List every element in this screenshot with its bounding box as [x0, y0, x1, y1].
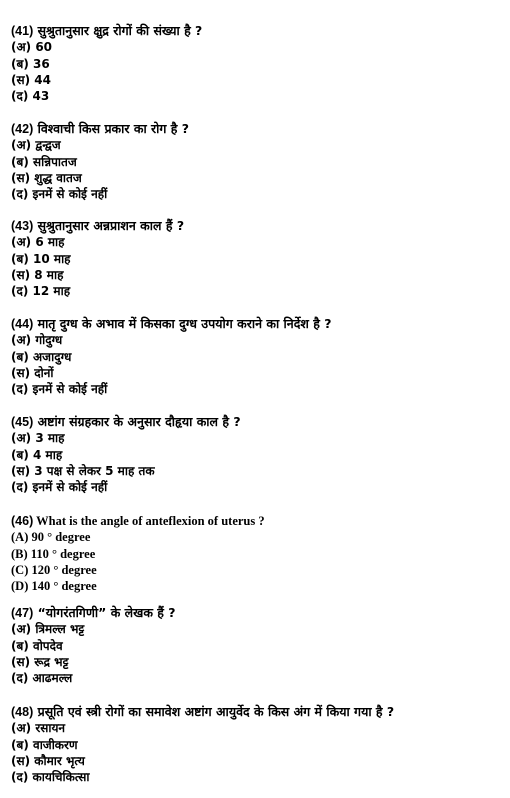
option-line [11, 39, 501, 55]
option-line [11, 578, 501, 594]
option-label: (स) [11, 72, 31, 87]
option-text: 3 पक्ष से लेकर 5 माह तक [34, 463, 155, 478]
option-text: 140 ° degree [31, 579, 97, 594]
option-label: (ब) [11, 737, 29, 752]
option-line [11, 365, 501, 381]
option-text: 110 ° degree [30, 546, 96, 561]
option-label: (ब) [11, 638, 29, 653]
option-line [11, 251, 501, 267]
option-line [11, 769, 501, 785]
option-line [11, 638, 501, 654]
option-text: 12 माह [32, 284, 71, 299]
option-label: (अ) [11, 235, 32, 250]
question-block [11, 23, 501, 104]
option-line [11, 267, 501, 283]
option-line [11, 654, 501, 670]
option-label: (द) [11, 187, 29, 202]
option-label: (अ) [11, 40, 32, 55]
question-number: (43) [11, 219, 34, 233]
option-text: द्वन्द्वज [35, 138, 61, 153]
option-line [11, 56, 501, 72]
option-text: कायचिकित्सा [32, 770, 90, 785]
question-text: सुश्रुतानुसार अन्नप्राशन काल हैं ? [37, 218, 185, 233]
option-line [11, 529, 501, 545]
question-block [11, 414, 501, 495]
question-block [11, 704, 501, 785]
option-line [11, 381, 501, 397]
question-number: (41) [11, 24, 34, 38]
option-label: (अ) [11, 333, 32, 348]
option-text: अजादुग्ध [33, 349, 72, 364]
option-line [11, 283, 501, 299]
option-label: (स) [11, 753, 31, 768]
question-block [11, 121, 501, 202]
question-text: विश्वाची किस प्रकार का रोग है ? [37, 121, 190, 136]
question-number: (48) [11, 705, 34, 719]
option-text: 10 माह [33, 251, 71, 266]
option-line [11, 737, 501, 753]
question-block [11, 218, 501, 299]
option-label: (द) [11, 382, 29, 397]
option-text: इनमें से कोई नहीं [32, 382, 108, 397]
question-block [11, 316, 501, 397]
option-label: (ब) [11, 56, 29, 71]
option-text: 8 माह [34, 267, 64, 282]
question-text: सुश्रुतानुसार क्षुद्र रोगों की संख्या है ? [37, 23, 203, 38]
option-text: इनमें से कोई नहीं [32, 480, 108, 495]
question-text: मातृ दुग्ध के अभाव में किसका दुग्ध उपयोग कराने का निर्देश है ? [37, 316, 332, 331]
question-line [11, 121, 501, 137]
question-number: (45) [11, 415, 34, 429]
option-label: (अ) [11, 138, 32, 153]
question-number: (44) [11, 317, 34, 331]
option-text: 4 माह [33, 447, 63, 462]
option-label: (द) [11, 284, 29, 299]
option-label: (ब) [11, 349, 29, 364]
option-line [11, 447, 501, 463]
option-line [11, 137, 501, 153]
option-line [11, 562, 501, 578]
option-text: रसायन [35, 721, 66, 736]
question-text: What is the angle of anteflexion of uterus ? [36, 514, 265, 528]
option-label: (स) [11, 170, 31, 185]
question-line [11, 316, 501, 332]
option-text: 43 [32, 89, 50, 104]
question-number: (46) [11, 514, 34, 528]
option-label: (ब) [11, 251, 29, 266]
question-text: “योगरंतगिणी” के लेखक हैं ? [37, 605, 176, 620]
option-line [11, 349, 501, 365]
option-label: (स) [11, 267, 31, 282]
option-label: (D) [11, 579, 29, 594]
option-line [11, 463, 501, 479]
option-line [11, 234, 501, 250]
option-line [11, 72, 501, 88]
option-line [11, 186, 501, 202]
option-label: (अ) [11, 431, 32, 446]
option-label: (A) [11, 530, 29, 545]
option-text: कौमार भृत्य [34, 753, 85, 768]
question-text: प्रसूति एवं स्त्री रोगों का समावेश अष्टांग आयुर्वेद के किस अंग में किया गया है ? [37, 704, 395, 719]
option-text: 90 ° degree [31, 530, 91, 545]
option-text: वोपदेव [33, 638, 63, 653]
option-line [11, 430, 501, 446]
option-line [11, 720, 501, 736]
option-text: शुद्ध वातज [34, 170, 82, 185]
option-label: (द) [11, 480, 29, 495]
option-text: दोनों [34, 365, 54, 380]
question-line [11, 704, 501, 720]
question-block [11, 513, 501, 594]
option-line [11, 332, 501, 348]
option-line [11, 670, 501, 686]
option-label: (स) [11, 654, 31, 669]
option-line [11, 546, 501, 562]
option-text: 3 माह [35, 431, 65, 446]
option-text: 60 [35, 40, 53, 55]
option-line [11, 753, 501, 769]
option-line [11, 88, 501, 104]
option-label: (स) [11, 365, 31, 380]
option-label: (स) [11, 463, 31, 478]
option-label: (द) [11, 671, 29, 686]
option-text: 44 [34, 72, 51, 87]
option-text: 6 माह [35, 235, 65, 250]
option-text: 120 ° degree [31, 562, 97, 577]
option-label: (C) [11, 562, 29, 577]
question-block [11, 605, 501, 686]
question-line [11, 605, 501, 621]
option-text: इनमें से कोई नहीं [32, 187, 108, 202]
question-line [11, 513, 501, 529]
option-text: त्रिमल्ल भट्ट [35, 622, 85, 637]
option-text: गोदुग्ध [35, 333, 63, 348]
question-text: अष्टांग संग्रहकार के अनुसार दौहृया काल है ? [37, 414, 241, 429]
option-label: (B) [11, 546, 28, 561]
option-text: रूद्र भट्ट [34, 654, 69, 669]
option-label: (द) [11, 770, 29, 785]
question-line [11, 23, 501, 39]
option-text: वाजीकरण [33, 737, 78, 752]
question-number: (47) [11, 606, 34, 620]
option-label: (अ) [11, 622, 32, 637]
option-line [11, 154, 501, 170]
option-label: (ब) [11, 447, 29, 462]
option-text: 36 [33, 56, 50, 71]
option-text: सन्निपातज [33, 154, 77, 169]
option-label: (अ) [11, 721, 32, 736]
question-number: (42) [11, 122, 34, 136]
option-text: आढमल्ल [32, 671, 73, 686]
option-line [11, 170, 501, 186]
option-line [11, 479, 501, 495]
question-line [11, 414, 501, 430]
option-line [11, 621, 501, 637]
option-label: (द) [11, 89, 29, 104]
option-label: (ब) [11, 154, 29, 169]
question-line [11, 218, 501, 234]
